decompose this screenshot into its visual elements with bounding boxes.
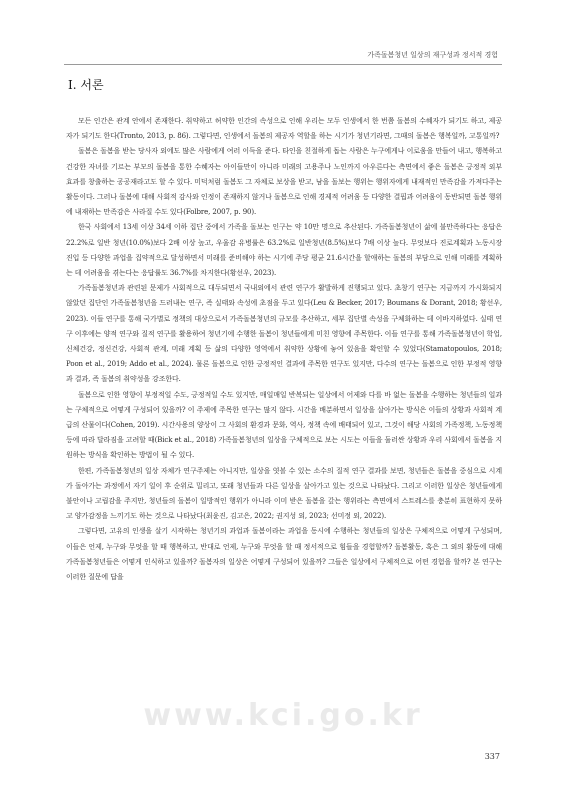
paragraph: 돌봄으로 인한 영향이 부정적일 수도, 긍정적일 수도 있지만, 매일매일 반복되는 일상에서 어제와 다를 바 없는 돌봄을 수행하는 청년들의 일과는 구체적으로 어떻게 구성되어 있을까? 이 주제에 주목한 연구는 많지 않다. 시간을 배분하면서 일상을 살아가는 방식은 이들의 상황과 사회적 계급의 산물이다(Cohen, 2019). 시간사용의 양상이 그 사회의 환경과 문화, 역사, 정책 속에 배태되어 있고, 그것이 해당 사회의 가족정책, 노동정책 등에 따라 달라짐을 고려할 때(Bick et al., 2018) 가족돌봄청년의 일상을 구체적으로 보는 시도는 이들을 둘러싼 상황과 우리 사회에서 돌봄을 지원하는 방식을 확인하는 방법이 될 수 있다.: [66, 390, 502, 460]
body-text: [66, 114, 502, 585]
header-divider: [64, 64, 502, 65]
section-title: Ⅰ. 서론: [68, 78, 104, 92]
page-number: 337: [484, 752, 500, 761]
paragraph: 한국 사회에서 13세 이상 34세 이하 집단 중에서 가족을 돌보는 인구는 약 10만 명으로 추산된다. 가족돌봄청년이 삶에 불만족하다는 응답은 22.2%로 일반 청년(10.0%)보다 2배 이상 높고, 우울감 유병률은 63.2%로 일반청년(8.5%)보다 7배 이상 높다. 무엇보다 진로계획과 노동시장 진입 등 다양한 과업을 집약적으로 달성하면서 미래를 준비해야 하는 시기에 주당 평균 21.6시간을 할애하는 돌봄의 부담으로 인해 미래를 계획하는 데 어려움을 겪는다는 응답률도 36.7%를 차지한다(황선우, 2023).: [66, 223, 502, 278]
paragraph: 돌봄은 돌봄을 받는 당사자 외에도 많은 사람에게 여러 이득을 준다. 타인을 친절하게 돕는 사람은 누구에게나 이로움을 만들어 내고, 행복하고 건강한 자녀를 기르는 부모의 돌봄을 통한 수혜자는 아이들만이 아니라 미래의 고용주나 노인까지 아우른다는 측면에서 좋은 돌봄은 긍정적 외부 효과를 창출하는 공공재라고도 할 수 있다. 미덕처럼 돌봄도 그 자체로 보상을 받고, 남을 돌보는 행위는 행위자에게 내재적인 만족감을 가져다주는 활동이다. 그러나 돌봄에 대해 사회적 감사와 인정이 존재하지 않거나 돌봄으로 인해 경제적 어려움 등 다양한 결핍과 어려움이 동반되면 돌봄 행위에 내재하는 만족감은 사라질 수도 있다(Folbre, 2007, p. 90).: [66, 147, 502, 217]
running-header: 가족돌봄청년 일상의 재구성과 정서적 경험: [367, 51, 498, 59]
paragraph: 한편, 가족돌봄청년의 일상 자체가 연구주제는 아니지만, 일상을 엿볼 수 있는 소수의 질적 연구 결과를 보면, 청년들은 돌봄을 중심으로 시계가 돌아가는 과정에서 자기 일이 후 순위로 밀리고, 또래 청년들과 다른 일상을 살아가고 있는 것으로 나타났다. 그리고 이러한 일상은 청년들에게 불안이나 고립감을 주지만, 청년들의 돌봄이 일방적인 행위가 아니라 이미 받은 돌봄을 갚는 행위라는 측면에서 스트레스를 충분히 표현하지 못하고 양가감정을 느끼기도 하는 것으로 나타났다(최윤진, 김고은, 2022; 권지성 외, 2023; 선미정 외, 2022).: [66, 466, 502, 521]
paragraph: 그렇다면, 고유의 인생을 살기 시작하는 청년기의 과업과 돌봄이라는 과업을 동시에 수행하는 청년들의 일상은 구체적으로 어떻게 구성되며, 이들은 언제, 누구와 무엇을 할 때 행복하고, 반대로 언제, 누구와 무엇을 할 때 정서적으로 힘들을 경험할까? 돌봄활동, 혹은 그 외의 활동에 대해 가족돌봄청년들은 어떻게 인식하고 있을까? 돌봄자의 일상은 어떻게 구성되어 있을까? 그들은 일상에서 구체적으로 어떤 경험을 할까? 본 연구는 이러한 질문에 답을: [66, 527, 502, 582]
paragraph: 모든 인간은 관계 안에서 존재한다. 취약하고 허약한 인간의 속성으로 인해 우리는 모두 인생에서 한 번쯤 돌봄의 수혜자가 되기도 하고, 제공자가 되기도 한다(Tronto, 2013, p. 86). 그렇다면, 인생에서 돌봄의 제공자 역할을 하는 시기가 청년기라면, 그때의 돌봄은 행복일까, 고통일까?: [66, 117, 502, 141]
watermark: www.kci.go.kr: [143, 698, 423, 733]
paragraph: 가족돌봄청년과 관련된 문제가 사회적으로 대두되면서 국내외에서 관련 연구가 활발하게 진행되고 있다. 초창기 연구는 지금까지 가시화되지 않았던 집단인 가족돌봄청년을 드러내는 연구, 즉 실태와 속성에 초점을 두고 있다(Leu & Becker, 2017; Boumans & Dorant, 2018; 황선우, 2023). 이들 연구를 통해 국가별로 정책의 대상으로서 가족돌봄청년의 규모를 추산하고, 세부 집단별 속성을 구체화하는 데 이바지하였다. 실태 연구 이후에는 양적 연구와 질적 연구를 활용하여 청년기에 수행한 돌봄이 청년들에게 미친 영향에 주목한다. 이들 연구를 통해 가족돌봄청년이 학업, 신체건강, 정신건강, 사회적 관계, 미래 계획 등 삶의 다양한 영역에서 취약한 상황에 놓여 있음을 확인할 수 있었다(Stamatopoulos, 2018; Poon et al., 2019; Addo et al., 2024). 물론 돌봄으로 인한 긍정적인 결과에 주목한 연구도 있지만, 다수의 연구는 돌봄으로 인한 부정적 영향과 결과, 즉 돌봄의 취약성을 강조한다.: [66, 284, 502, 384]
